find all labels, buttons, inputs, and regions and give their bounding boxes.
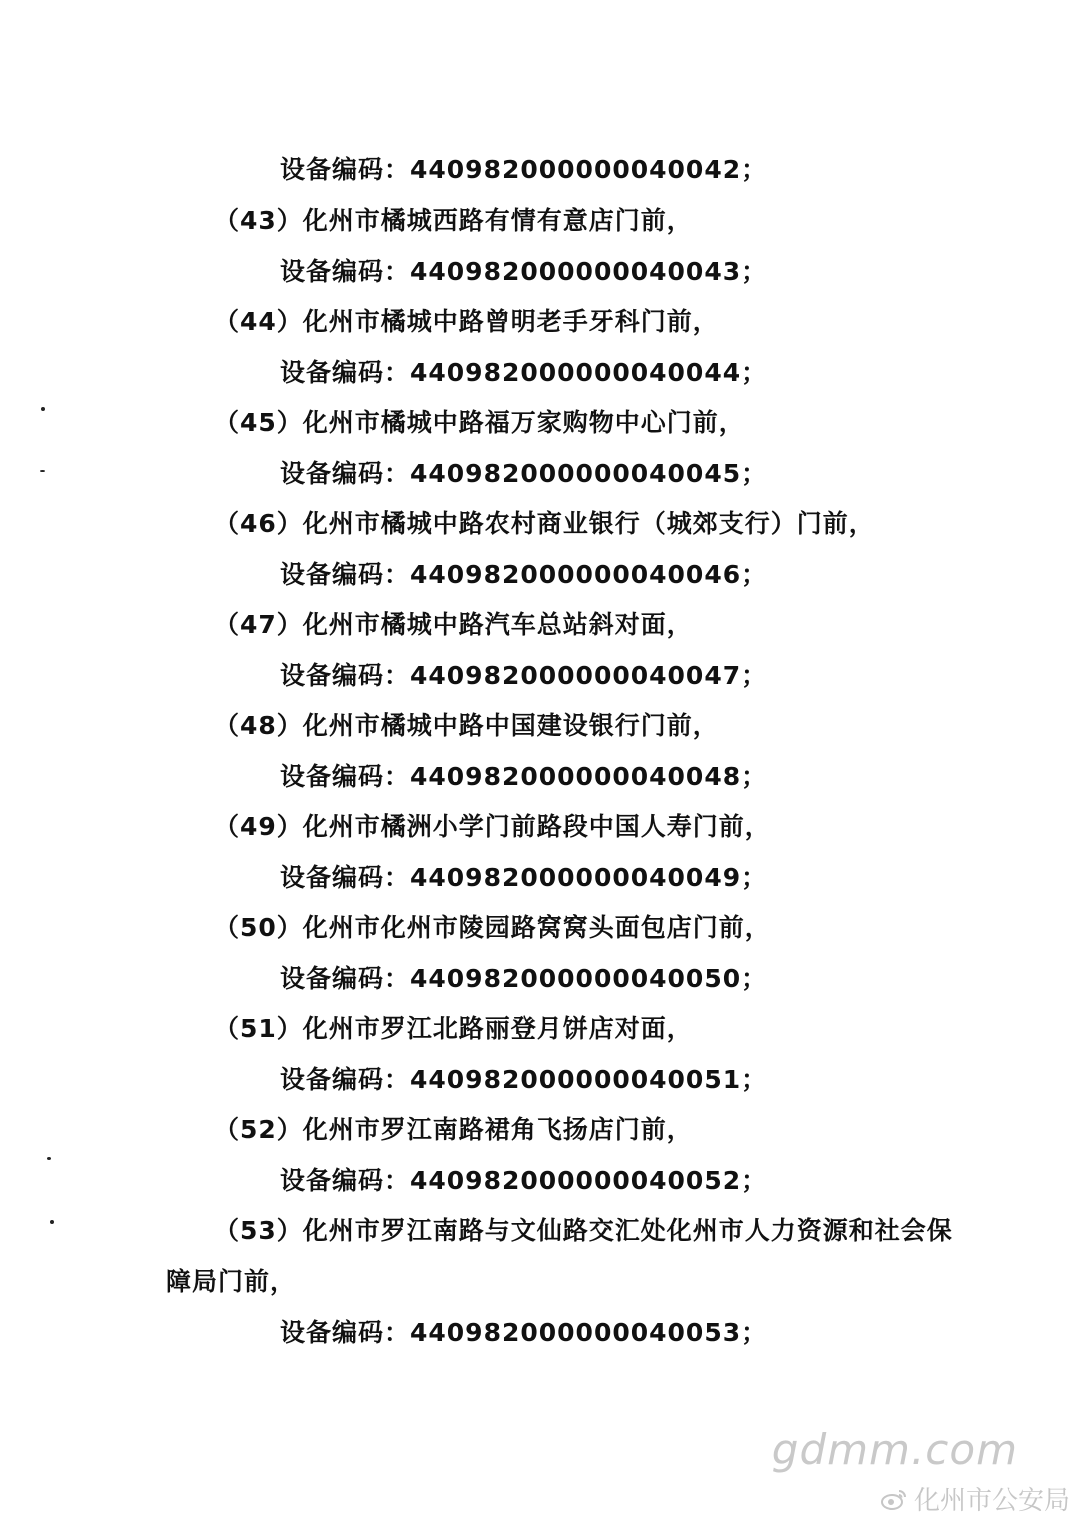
scan-speck <box>41 407 45 411</box>
entry-51-location: （51）化州市罗江北路丽登月饼店对面， <box>214 1014 693 1043</box>
weibo-icon <box>880 1487 908 1511</box>
entry-49-location: （49）化州市橘洲小学门前路段中国人寿门前， <box>214 812 771 841</box>
entry-47-location: （47）化州市橘城中路汽车总站斜对面， <box>214 610 693 639</box>
entry-43-location: （43）化州市橘城西路有情有意店门前， <box>214 206 693 235</box>
entry-45-location: （45）化州市橘城中路福万家购物中心门前， <box>214 408 745 437</box>
device-code-47: 设备编码：440982000000040047； <box>280 661 768 690</box>
device-code-42: 设备编码：440982000000040042； <box>280 155 768 184</box>
scan-speck <box>47 1157 51 1160</box>
entry-46-location: （46）化州市橘城中路农村商业银行（城郊支行）门前， <box>214 509 875 538</box>
account-watermark-text: 化州市公安局 <box>913 1486 1070 1516</box>
weibo-watermark <box>880 1480 1070 1517</box>
device-code-52: 设备编码：440982000000040052； <box>280 1166 768 1195</box>
entry-48-location: （48）化州市橘城中路中国建设银行门前， <box>214 711 719 740</box>
entry-53-location: （53）化州市罗江南路与文仙路交汇处化州市人力资源和社会保 <box>214 1216 953 1245</box>
device-code-44: 设备编码：440982000000040044； <box>280 358 768 387</box>
scan-speck <box>50 1220 54 1224</box>
device-code-46: 设备编码：440982000000040046； <box>280 560 768 589</box>
entry-50-location: （50）化州市化州市陵园路窝窝头面包店门前， <box>214 913 771 942</box>
entry-53-location-continued: 障局门前， <box>166 1267 297 1296</box>
device-code-53: 设备编码：440982000000040053； <box>280 1318 768 1347</box>
device-code-50: 设备编码：440982000000040050； <box>280 964 768 993</box>
entry-44-location: （44）化州市橘城中路曾明老手牙科门前， <box>214 307 719 336</box>
entry-52-location: （52）化州市罗江南路裙角飞扬店门前， <box>214 1115 693 1144</box>
site-watermark: gdmm.com <box>771 1425 1018 1474</box>
device-code-43: 设备编码：440982000000040043； <box>280 257 768 286</box>
device-code-51: 设备编码：440982000000040051； <box>280 1065 768 1094</box>
scan-speck <box>40 470 45 472</box>
device-code-48: 设备编码：440982000000040048； <box>280 762 768 791</box>
device-code-45: 设备编码：440982000000040045； <box>280 459 768 488</box>
device-code-49: 设备编码：440982000000040049； <box>280 863 768 892</box>
